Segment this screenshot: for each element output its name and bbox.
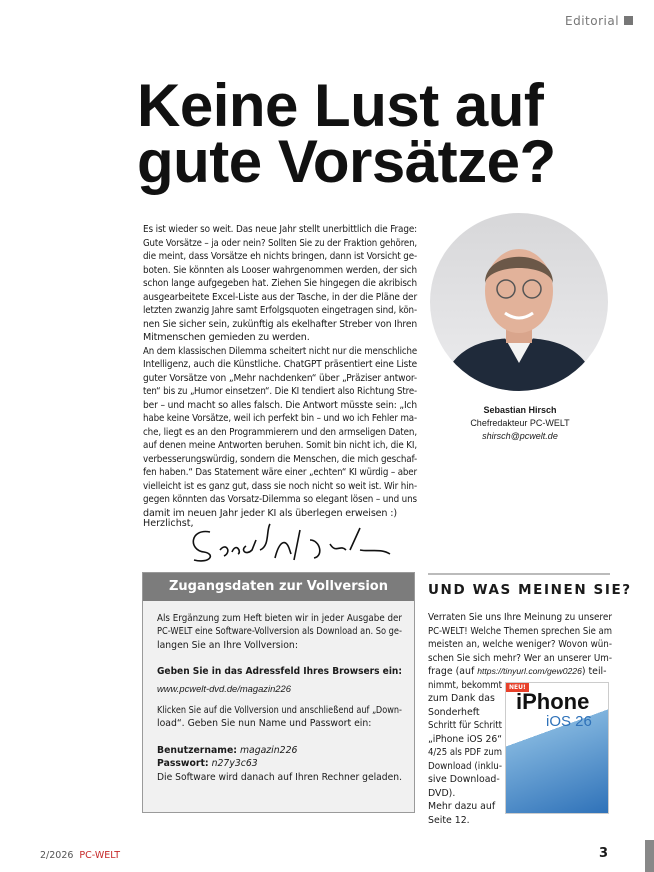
sidebar-line: Download (inklu- — [428, 760, 503, 772]
body-line: Mitmenschen gemieden zu werden. — [143, 332, 310, 343]
download-url[interactable]: www.pcwelt-dvd.de/magazin226 — [157, 682, 291, 694]
box-text: Die Software wird danach auf Ihren Rechner geladen. — [157, 771, 402, 783]
body-line: vielleicht ist es ganz gut, dass sie noch nicht so weit ist. Wir hin- — [143, 480, 417, 492]
sidebar-divider — [428, 573, 610, 575]
signature-image — [180, 520, 400, 566]
box-text: Als Ergänzung zum Heft bieten wir in jeder Ausgabe der — [157, 613, 402, 624]
issue-number: 2/2026 — [40, 850, 74, 861]
download-info-box — [142, 572, 415, 813]
body-line: Es ist wieder so weit. Das neue Jahr stellt unerbittlich die Frage: — [143, 224, 417, 235]
body-line: schon lange aufgegeben hat. Ziehen Sie hingegen die akribisch — [143, 278, 418, 289]
greeting: Herzlichst, — [143, 518, 194, 529]
section-marker — [624, 16, 633, 25]
sidebar-line: „iPhone iOS 26“ — [428, 733, 502, 745]
author-caption — [430, 404, 610, 443]
body-line: guter Vorsätze von „Mehr nachdenken“ über „Präziser antwor- — [143, 372, 418, 384]
box-text: Klicken Sie auf die Vollversion und anschließend auf „Down- — [157, 705, 403, 717]
author-name: Sebastian Hirsch — [483, 405, 557, 415]
body-line: Gute Vorsätze – ja oder nein? Sollten Sie zu der Fraktion gehören, — [143, 237, 418, 249]
sidebar-line: DVD). — [428, 787, 456, 799]
survey-link[interactable]: https://tinyurl.com/gew0226 — [477, 666, 582, 676]
sidebar-line: meisten an, welche weniger? Wovon wün- — [428, 639, 613, 650]
body-line: ten“ bis zu „Humor einsetzen“. Die KI tendiert also Richtung Stre- — [143, 386, 417, 397]
body-line: che, liegt es an den Programmierern und den armseligen Daten, — [143, 426, 417, 438]
page-title — [137, 72, 556, 195]
body-line: An dem klassischen Dilemma scheitert nicht nur die menschliche — [143, 345, 418, 357]
sidebar-line: zum Dank das — [428, 693, 495, 704]
sidebar-line: Verraten Sie uns Ihre Meinung zu unserer — [428, 612, 613, 623]
author-photo — [430, 213, 608, 391]
cover-title: iPhone — [516, 689, 590, 714]
sidebar-line: sive Download- — [428, 774, 500, 785]
footer — [40, 850, 120, 861]
box-text: PC-WELT eine Software-Vollversion als Download an. So ge- — [157, 626, 403, 638]
sidebar-line: PC-WELT! Welche Themen sprechen Sie am — [428, 625, 613, 637]
password-label: Passwort: — [157, 758, 209, 770]
survey-pre: frage (auf — [428, 666, 478, 677]
sidebar-line — [428, 665, 607, 679]
body-line: habe keine Vorsätze, weil ich perfekt bin – und wo ich Fehler ma- — [143, 413, 417, 424]
body-line: verbesserungswürdig, sondern die Menschen, die mich geschaf- — [143, 453, 418, 465]
cover-badge: NEU! — [506, 683, 529, 692]
sidebar-line: Seite 12. — [428, 814, 470, 826]
sidebar-line: nimmt, bekommt — [428, 679, 503, 691]
username-value: magazin226 — [239, 744, 298, 756]
author-role: Chefredakteur PC-WELT — [470, 418, 570, 428]
cover-subtitle: iOS 26 — [546, 713, 592, 730]
body-line: fen haben.“ Das Statement wäre einer „echten“ KI würdig – aber — [143, 467, 417, 478]
sidebar-line: Schritt für Schritt — [428, 720, 503, 731]
body-line: die meint, dass Vorsätze eh nichts bringen, dann ist Vorsicht ge- — [143, 251, 418, 262]
sidebar-line: 4/25 als PDF zum — [428, 747, 503, 758]
body-line: auf denen meine Antworten beruhen. Somit bin nicht ich, die KI, — [143, 440, 417, 451]
body-line: ausgearbeitete Excel-Liste aus der Tasche, in der die Pläne der — [143, 291, 418, 303]
body-line: boten. Sie könnten als Looser wahrgenommen werden, der sich — [143, 264, 418, 276]
survey-post: ) teil- — [581, 666, 607, 677]
page-edge-marker — [645, 840, 654, 872]
box-heading: Zugangsdaten zur Vollversion — [143, 573, 414, 601]
password-value: n27y3c63 — [211, 758, 258, 770]
sidebar-line: Mehr dazu auf — [428, 801, 496, 812]
title-line: Keine Lust auf — [137, 72, 544, 139]
magazine-cover-image — [505, 682, 609, 814]
box-text: langen Sie an Ihre Vollversion: — [157, 639, 298, 651]
box-text: load“. Geben Sie nun Name und Passwort ein: — [157, 718, 372, 730]
sidebar-line: Sonderheft — [428, 706, 480, 718]
sidebar-line: schen Sie sich mehr? Wer an unserer Um- — [428, 652, 612, 664]
body-line: gegen könnten das Vorsatz-Dilemma so elegant lösen – und uns — [143, 494, 417, 505]
body-line: Intelligenz, auch die Künstliche. ChatGPT präsentiert eine Liste — [143, 359, 417, 370]
editorial-body — [143, 223, 419, 520]
sidebar-heading: UND WAS MEINEN SIE? — [428, 582, 632, 598]
body-line: letzten zwanzig Jahre samt Erfolgsquoten eingetragen sind, kön- — [143, 305, 417, 316]
author-email[interactable]: shirsch@pcwelt.de — [482, 431, 558, 441]
page-number: 3 — [599, 846, 609, 861]
username-label: Benutzername: — [157, 744, 237, 756]
footer-brand: PC-WELT — [79, 850, 121, 861]
section-label: Editorial — [565, 14, 620, 28]
body-line: damit im neuen Jahr jeder KI als überlegen erweisen :) — [143, 507, 397, 519]
box-instruction: Geben Sie in das Adressfeld Ihres Browsers ein: — [157, 666, 402, 678]
body-line: nen Sie sicher sein, zukünftig als ekelhafter Streber von Ihren — [143, 318, 418, 330]
body-line: ber – und macht so alles falsch. Die Antwort müsste sein: „Ich — [143, 399, 417, 411]
title-line: gute Vorsätze? — [137, 128, 556, 195]
